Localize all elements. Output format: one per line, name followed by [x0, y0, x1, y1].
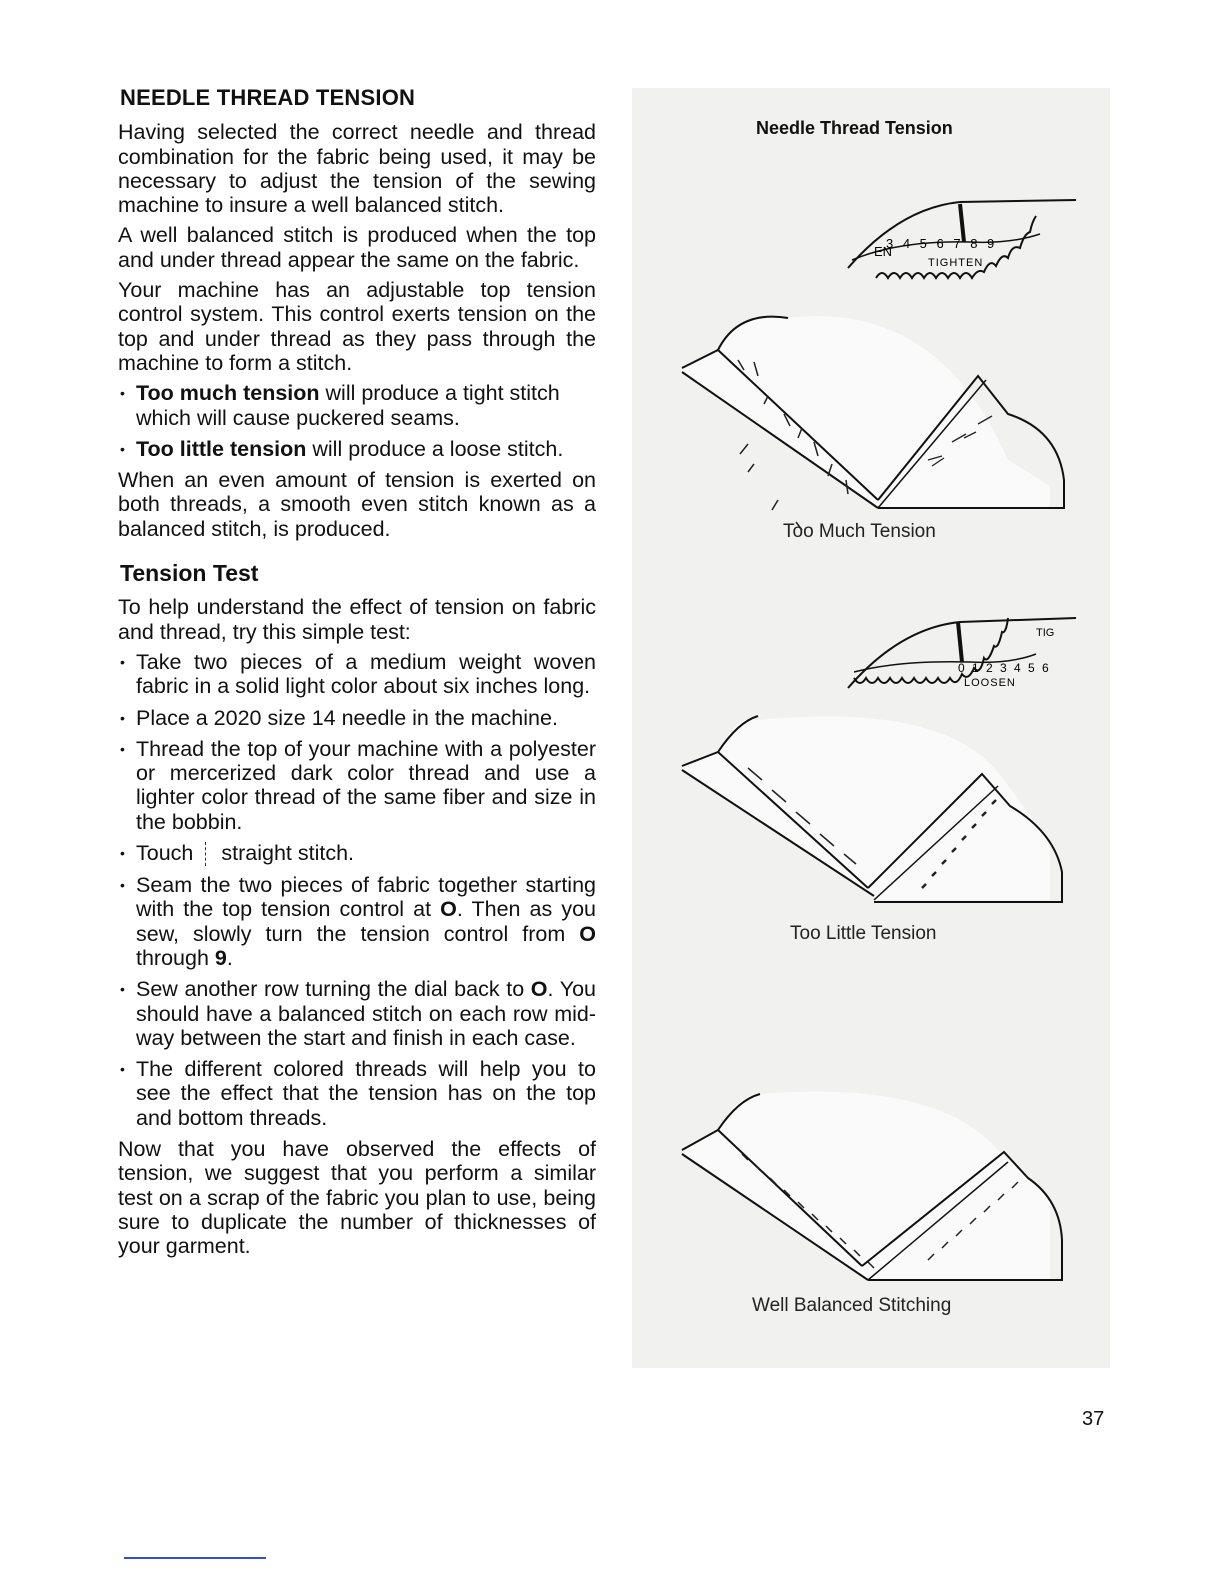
test-steps-list	[118, 650, 596, 1130]
list-item-text: straight stitch.	[221, 841, 355, 866]
list-item: • Place a 2020 size 14 needle in the machine.	[118, 706, 596, 730]
list-item	[118, 841, 596, 866]
page-number: 37	[1082, 1408, 1105, 1430]
list-item-text: will produce a tight stitch which will cause puckered seams.	[136, 381, 560, 430]
tension-effects-list	[118, 381, 596, 461]
caption-well-balanced: Well Balanced Stitching	[752, 1295, 952, 1316]
list-item: • The different colored threads will help you to see the effect that the tension has on the top and bottom threads.	[118, 1057, 596, 1130]
bold-term: O	[440, 897, 457, 922]
intro-paragraph-4: When an even amount of tension is exerted on both threads, a smooth even stitch known as a balanced stitch, is produced.	[118, 468, 596, 541]
list-item-text: through	[136, 945, 215, 970]
caption-too-much-tension: Too Much Tension	[783, 521, 936, 542]
footer-rule	[124, 1557, 266, 1559]
figure-title: Needle Thread Tension	[756, 118, 953, 138]
list-item-text: . Then as you sew, slowly turn the tension control from	[136, 897, 596, 946]
list-item-text: Touch	[136, 841, 194, 866]
intro-paragraph-3: Your machine has an adjustable top tension control system. This control exerts tension on the top and under thread as they pass through the machine to form a stitch.	[118, 278, 596, 375]
tension-dial-tighten	[840, 190, 1090, 300]
dial-word: LOOSEN	[964, 677, 1016, 689]
list-item	[118, 381, 596, 430]
dial-numbers: 0 1 2 3 4 5 6	[958, 661, 1051, 675]
fabric-too-little-tension	[678, 712, 1078, 912]
fabric-too-much-tension	[678, 310, 1078, 510]
list-item-text: .	[226, 945, 233, 970]
bold-term: 9	[214, 945, 227, 970]
list-item: • Take two pieces of a medium weight woven fabric in a solid light color about six inches long.	[118, 650, 596, 699]
dial-side-label: EN	[874, 244, 893, 259]
section-heading: Tension Test	[120, 560, 259, 587]
caption-too-little-tension: Too Little Tension	[790, 923, 937, 944]
intro-paragraph-1: Having selected the correct needle and thread combination for the fabric being used, it may be necessary to adjust the tension of the sewing machine to insure a well balanced stitch.	[118, 120, 596, 218]
closing-paragraph: Now that you have observed the effects of tension, we suggest that you perform a similar test on a scrap of the fabric you plan to use, being sure to duplicate the number of thicknesses of your garment.	[118, 1136, 596, 1259]
list-item: • Thread the top of your machine with a polyester or mercerized dark color thread and use a lighter color thread of the same fiber and size in the bobbin.	[118, 737, 596, 834]
list-item-text: Sew another row turning the dial back to	[136, 977, 531, 1002]
list-item-text: will produce a loose stitch.	[306, 436, 564, 461]
bold-term: O	[579, 921, 596, 946]
dial-numbers: 3 4 5 6 7 8 9	[886, 236, 998, 251]
text-column	[118, 86, 596, 1264]
test-intro: To help understand the effect of tension on fabric and thread, try this simple test:	[118, 595, 596, 644]
tension-dial-loosen	[840, 608, 1090, 718]
list-item-text: Seam the two pieces of fabric together starting with the top tension control at	[136, 873, 596, 922]
list-item-text: . You should have a balanced stitch on each row mid-way between the start and finish in each case.	[136, 977, 596, 1050]
dial-word: TIGHTEN	[928, 257, 984, 269]
dial-side-label: TIG	[1036, 627, 1055, 639]
bold-term: Too little tension	[136, 436, 307, 461]
bold-term: Too much tension	[136, 381, 320, 406]
fabric-well-balanced	[678, 1090, 1078, 1290]
straight-stitch-icon	[205, 842, 207, 866]
list-item	[118, 977, 596, 1050]
list-item	[118, 437, 596, 461]
page-title: NEEDLE THREAD TENSION	[120, 85, 416, 110]
intro-paragraph-2: A well balanced stitch is produced when the top and under thread appear the same on the fabric.	[118, 223, 596, 272]
bold-term: O	[530, 977, 548, 1002]
list-item	[118, 873, 596, 970]
